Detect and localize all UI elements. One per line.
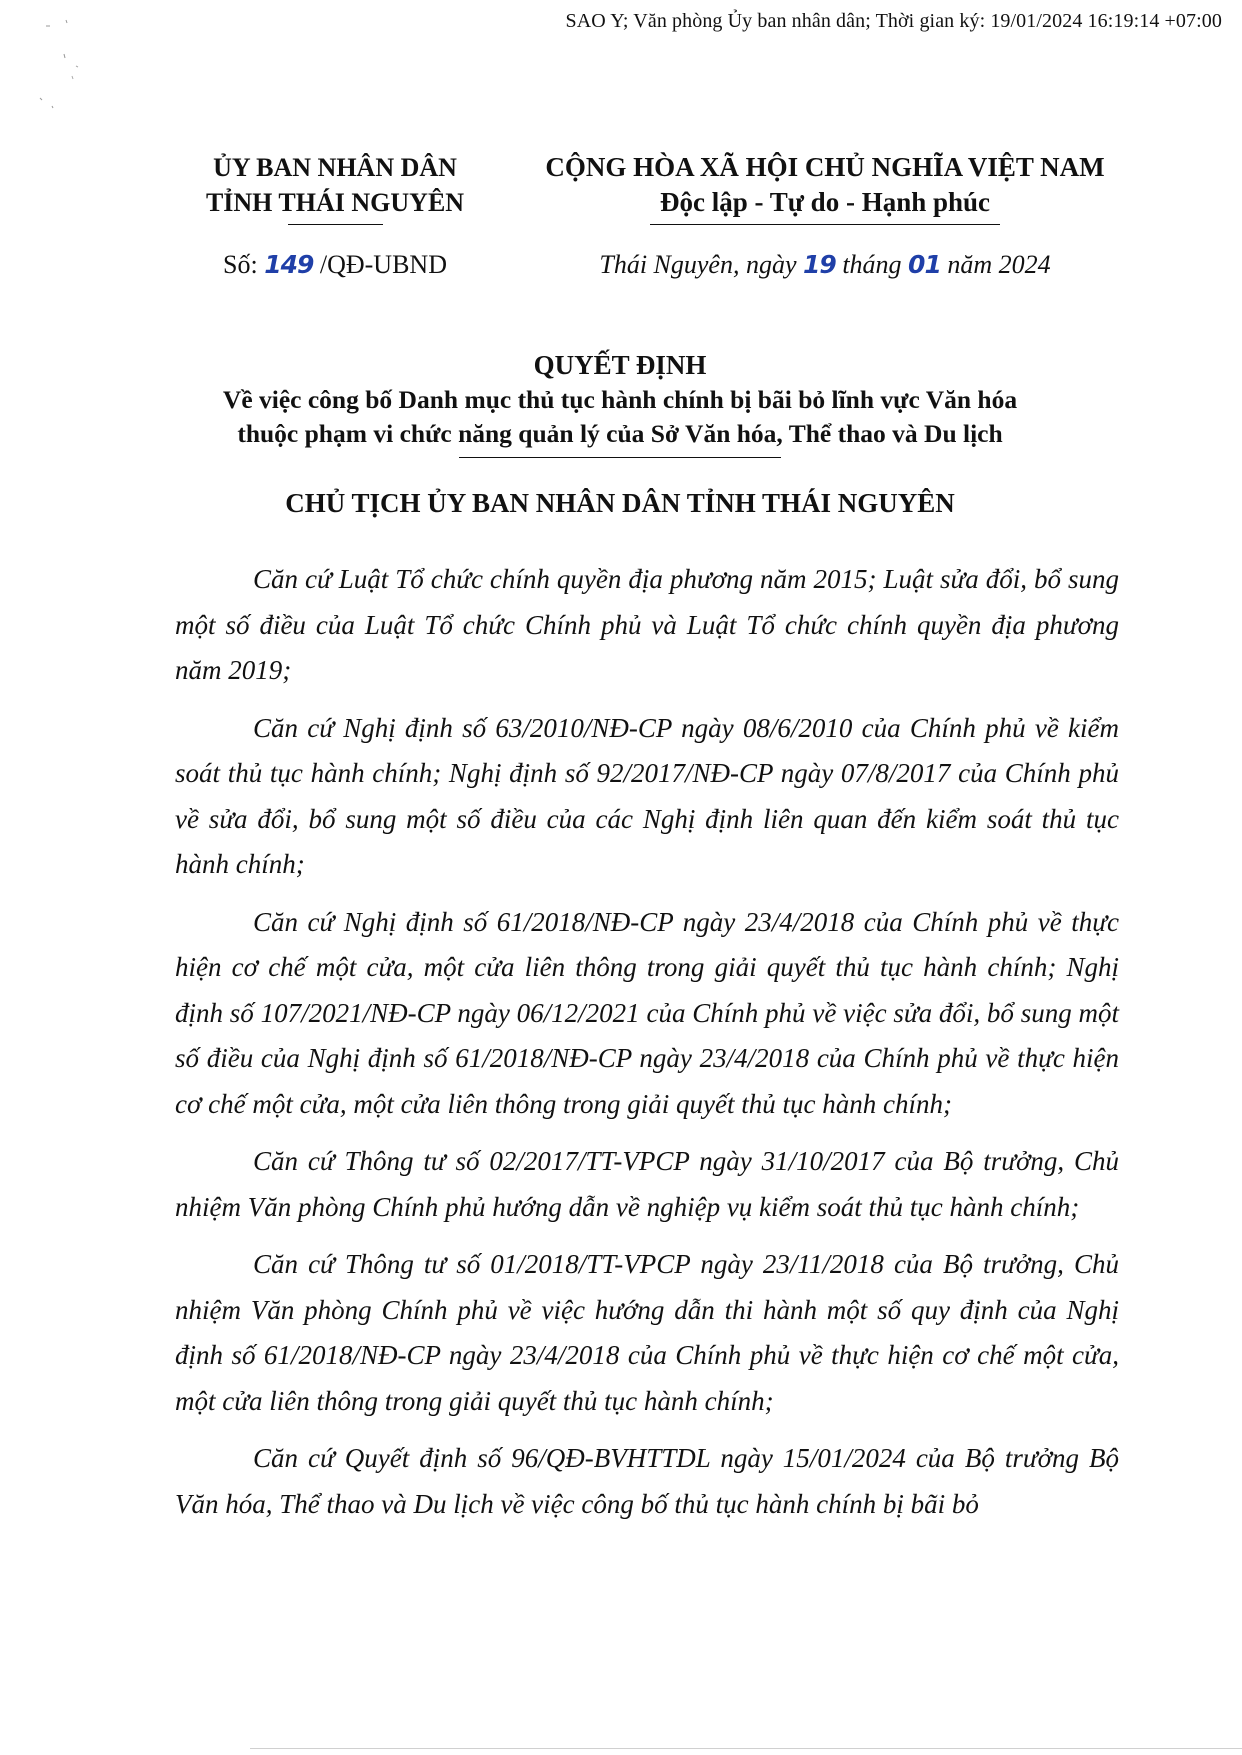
- subject-line2: thuộc phạm vi chức năng quản lý của Sở Văn hóa, Thể thao và Du lịch: [237, 419, 1003, 448]
- scan-specks: [36, 6, 106, 126]
- subject-line1: Về việc công bố Danh mục thủ tục hành chính bị bãi bỏ lĩnh vực Văn hóa: [222, 385, 1018, 414]
- date-part3: năm 2024: [947, 250, 1051, 279]
- date-day-handwritten: 19: [803, 250, 836, 279]
- legal-basis-paragraph: Căn cứ Thông tư số 01/2018/TT-VPCP ngày 23/11/2018 của Bộ trưởng, Chủ nhiệm Văn phòng Chính phủ về việc hướng dẫn thi hành một số quy định của Nghị định số 61/2018/NĐ-CP ngày 23/4/2018 của Chính phủ về thực hiện cơ chế một cửa, một cửa liên thông trong giải quyết thủ tục hành chính;: [175, 1249, 1119, 1416]
- doc-number-handwritten: 149: [264, 250, 314, 279]
- doc-number-prefix: Số:: [223, 250, 258, 279]
- digital-signature-stamp: SAO Y; Văn phòng Ủy ban nhân dân; Thời gian ký: 19/01/2024 16:19:14 +07:00: [565, 10, 1222, 32]
- place-and-date: [530, 250, 1120, 280]
- issuer-line2: TỈNH THÁI NGUYÊN: [205, 188, 465, 217]
- scan-edge-line: [250, 1748, 1242, 1749]
- document-number: [190, 250, 480, 280]
- title-underline: [459, 457, 781, 458]
- legal-basis-paragraph: Căn cứ Luật Tổ chức chính quyền địa phương năm 2015; Luật sửa đổi, bổ sung một số điều của Luật Tổ chức Chính phủ và Luật Tổ chức chính quyền địa phương năm 2019;: [175, 564, 1119, 685]
- motto-underline: [650, 224, 1000, 225]
- legal-basis-paragraph: Căn cứ Nghị định số 63/2010/NĐ-CP ngày 08/6/2010 của Chính phủ về kiểm soát thủ tục hành chính; Nghị định số 92/2017/NĐ-CP ngày 07/8/2017 của Chính phủ về sửa đổi, bổ sung một số điều của các Nghị định liên quan đến kiểm soát thủ tục hành chính;: [175, 712, 1119, 879]
- document-type: QUYẾT ĐỊNH: [533, 350, 707, 380]
- issuer-underline: [288, 224, 383, 225]
- issuer-line1: ỦY BAN NHÂN DÂN: [213, 153, 457, 182]
- motto: Độc lập - Tự do - Hạnh phúc: [659, 187, 991, 217]
- country-name: CỘNG HÒA XÃ HỘI CHỦ NGHĨA VIỆT NAM: [545, 152, 1105, 182]
- national-motto: [530, 150, 1120, 225]
- legal-basis-paragraph: Căn cứ Quyết định số 96/QĐ-BVHTTDL ngày 15/01/2024 của Bộ trưởng Bộ Văn hóa, Thể thao và Du lịch về việc công bố thủ tục hành chính bị bãi bỏ: [175, 1443, 1119, 1519]
- issuing-authority-heading: CHỦ TỊCH ỦY BAN NHÂN DÂN TỈNH THÁI NGUYÊN: [285, 488, 955, 518]
- legal-basis: [175, 557, 1119, 1539]
- doc-number-suffix: /QĐ-UBND: [319, 250, 447, 279]
- date-month-handwritten: 01: [908, 250, 941, 279]
- issuing-authority: [190, 150, 480, 225]
- date-part2: tháng: [842, 250, 902, 279]
- document-title: [120, 347, 1120, 458]
- legal-basis-paragraph: Căn cứ Thông tư số 02/2017/TT-VPCP ngày 31/10/2017 của Bộ trưởng, Chủ nhiệm Văn phòng Chính phủ hướng dẫn về nghiệp vụ kiểm soát thủ tục hành chính;: [175, 1146, 1119, 1222]
- legal-basis-paragraph: Căn cứ Nghị định số 61/2018/NĐ-CP ngày 23/4/2018 của Chính phủ về thực hiện cơ chế một cửa, một cửa liên thông trong giải quyết thủ tục hành chính; Nghị định số 107/2021/NĐ-CP ngày 06/12/2021 của Chính phủ về việc sửa đổi, bổ sung một số điều của Nghị định số 61/2018/NĐ-CP ngày 23/4/2018 của Chính phủ về thực hiện cơ chế một cửa, một cửa liên thông trong giải quyết thủ tục hành chính;: [175, 906, 1119, 1119]
- date-part1: Thái Nguyên, ngày: [599, 250, 797, 279]
